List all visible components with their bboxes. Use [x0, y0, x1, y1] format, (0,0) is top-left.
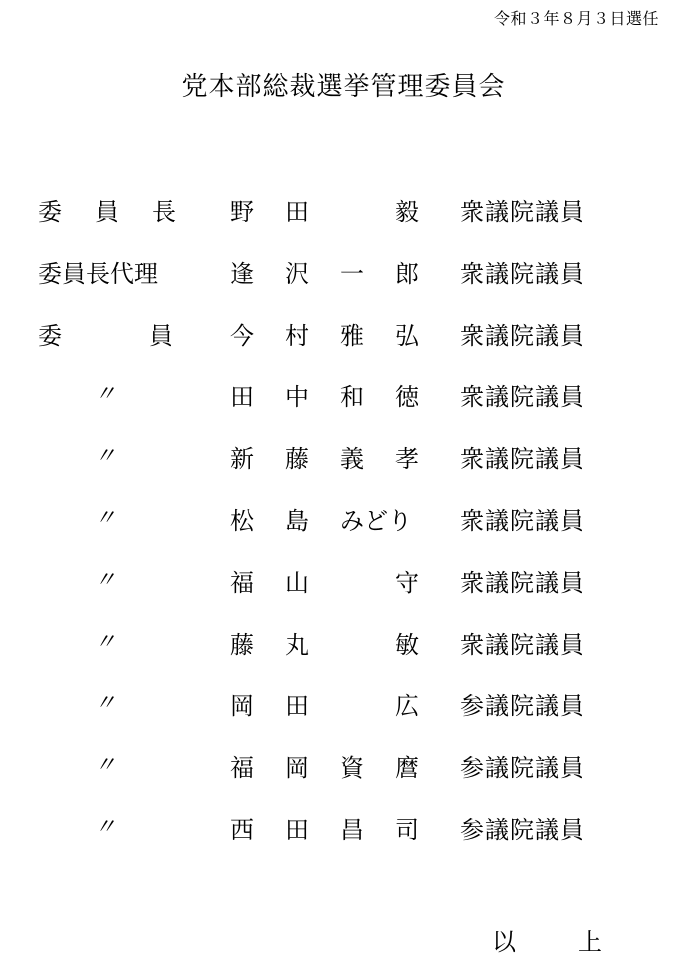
member-house: 衆議院議員: [460, 198, 585, 226]
member-name-char: 丸: [285, 631, 309, 659]
member-row: [0, 316, 687, 356]
member-name-char: 西: [230, 816, 254, 844]
member-house: 衆議院議員: [460, 631, 585, 659]
member-role: 〃: [94, 815, 117, 840]
member-name-char: 逢: [230, 260, 254, 288]
member-row: [0, 501, 687, 541]
member-house: 衆議院議員: [460, 260, 585, 288]
member-name-char: 広: [395, 692, 419, 720]
member-role: 〃: [94, 382, 117, 407]
member-name-char: 田: [285, 816, 309, 844]
member-name-char: 村: [285, 322, 309, 350]
member-row: [0, 192, 687, 232]
member-name-char: 和: [340, 383, 364, 411]
member-name-char: 岡: [285, 754, 309, 782]
member-row: [0, 625, 687, 665]
member-role-char: 委: [38, 198, 62, 226]
member-name-char: 昌: [340, 816, 364, 844]
member-role: 〃: [94, 506, 117, 531]
member-name-char: 徳: [395, 383, 419, 411]
member-name-char: 雅: [340, 322, 364, 350]
member-role: 〃: [94, 630, 117, 655]
member-row: [0, 748, 687, 788]
member-name-given: みどり: [340, 507, 412, 535]
member-house: 参議院議員: [460, 692, 585, 720]
member-role: [38, 316, 173, 351]
member-row: [0, 254, 687, 294]
member-role: [38, 192, 176, 227]
member-role-char: 長: [152, 198, 176, 226]
member-name-char: 福: [230, 569, 254, 597]
member-row: [0, 439, 687, 479]
member-name-char: 島: [285, 507, 309, 535]
closing-char: 以: [492, 928, 516, 956]
closing-char: 上: [578, 928, 602, 956]
member-name-char: 毅: [395, 198, 419, 226]
member-row: [0, 686, 687, 726]
member-name-char: 中: [285, 383, 309, 411]
member-name-char: 田: [230, 383, 254, 411]
member-name-char: 岡: [230, 692, 254, 720]
member-house: 参議院議員: [460, 754, 585, 782]
member-name-char: 今: [230, 322, 254, 350]
member-name-char: 守: [395, 569, 419, 597]
member-row: [0, 563, 687, 603]
member-name-char: 義: [340, 445, 364, 473]
member-name-char: 松: [230, 507, 254, 535]
member-name-char: 藤: [230, 631, 254, 659]
member-name-char: 田: [285, 198, 309, 226]
member-role: 〃: [94, 444, 117, 469]
member-name-char: 沢: [285, 260, 309, 288]
member-name-char: 藤: [285, 445, 309, 473]
member-name-char: 山: [285, 569, 309, 597]
member-house: 衆議院議員: [460, 507, 585, 535]
member-name-char: 孝: [395, 445, 419, 473]
member-house: 参議院議員: [460, 816, 585, 844]
page-title: 党本部総裁選挙管理委員会: [181, 72, 506, 102]
member-name-char: 田: [285, 692, 309, 720]
member-name-char: 一: [340, 260, 364, 288]
date-line: 令和３年８月３日選任: [493, 9, 659, 28]
member-role-char: 員: [149, 322, 173, 350]
member-name-char: 郎: [395, 260, 419, 288]
member-role: 〃: [94, 753, 117, 778]
closing-text: [492, 922, 602, 957]
member-house: 衆議院議員: [460, 569, 585, 597]
member-house: 衆議院議員: [460, 322, 585, 350]
member-name-char: 敏: [395, 631, 419, 659]
member-name-char: 司: [395, 816, 419, 844]
member-house: 衆議院議員: [460, 383, 585, 411]
member-row: [0, 377, 687, 417]
member-name-char: 弘: [395, 322, 419, 350]
member-row: [0, 810, 687, 850]
member-role-char: 員: [95, 198, 119, 226]
member-role: 〃: [94, 568, 117, 593]
member-name-char: 福: [230, 754, 254, 782]
member-role: 委員長代理: [38, 260, 158, 288]
member-role: 〃: [94, 691, 117, 716]
member-role-char: 委: [38, 322, 62, 350]
member-name-char: 資: [340, 754, 364, 782]
member-name-char: 野: [230, 198, 254, 226]
member-house: 衆議院議員: [460, 445, 585, 473]
member-name-char: 新: [230, 445, 254, 473]
member-name-char: 麿: [395, 754, 419, 782]
